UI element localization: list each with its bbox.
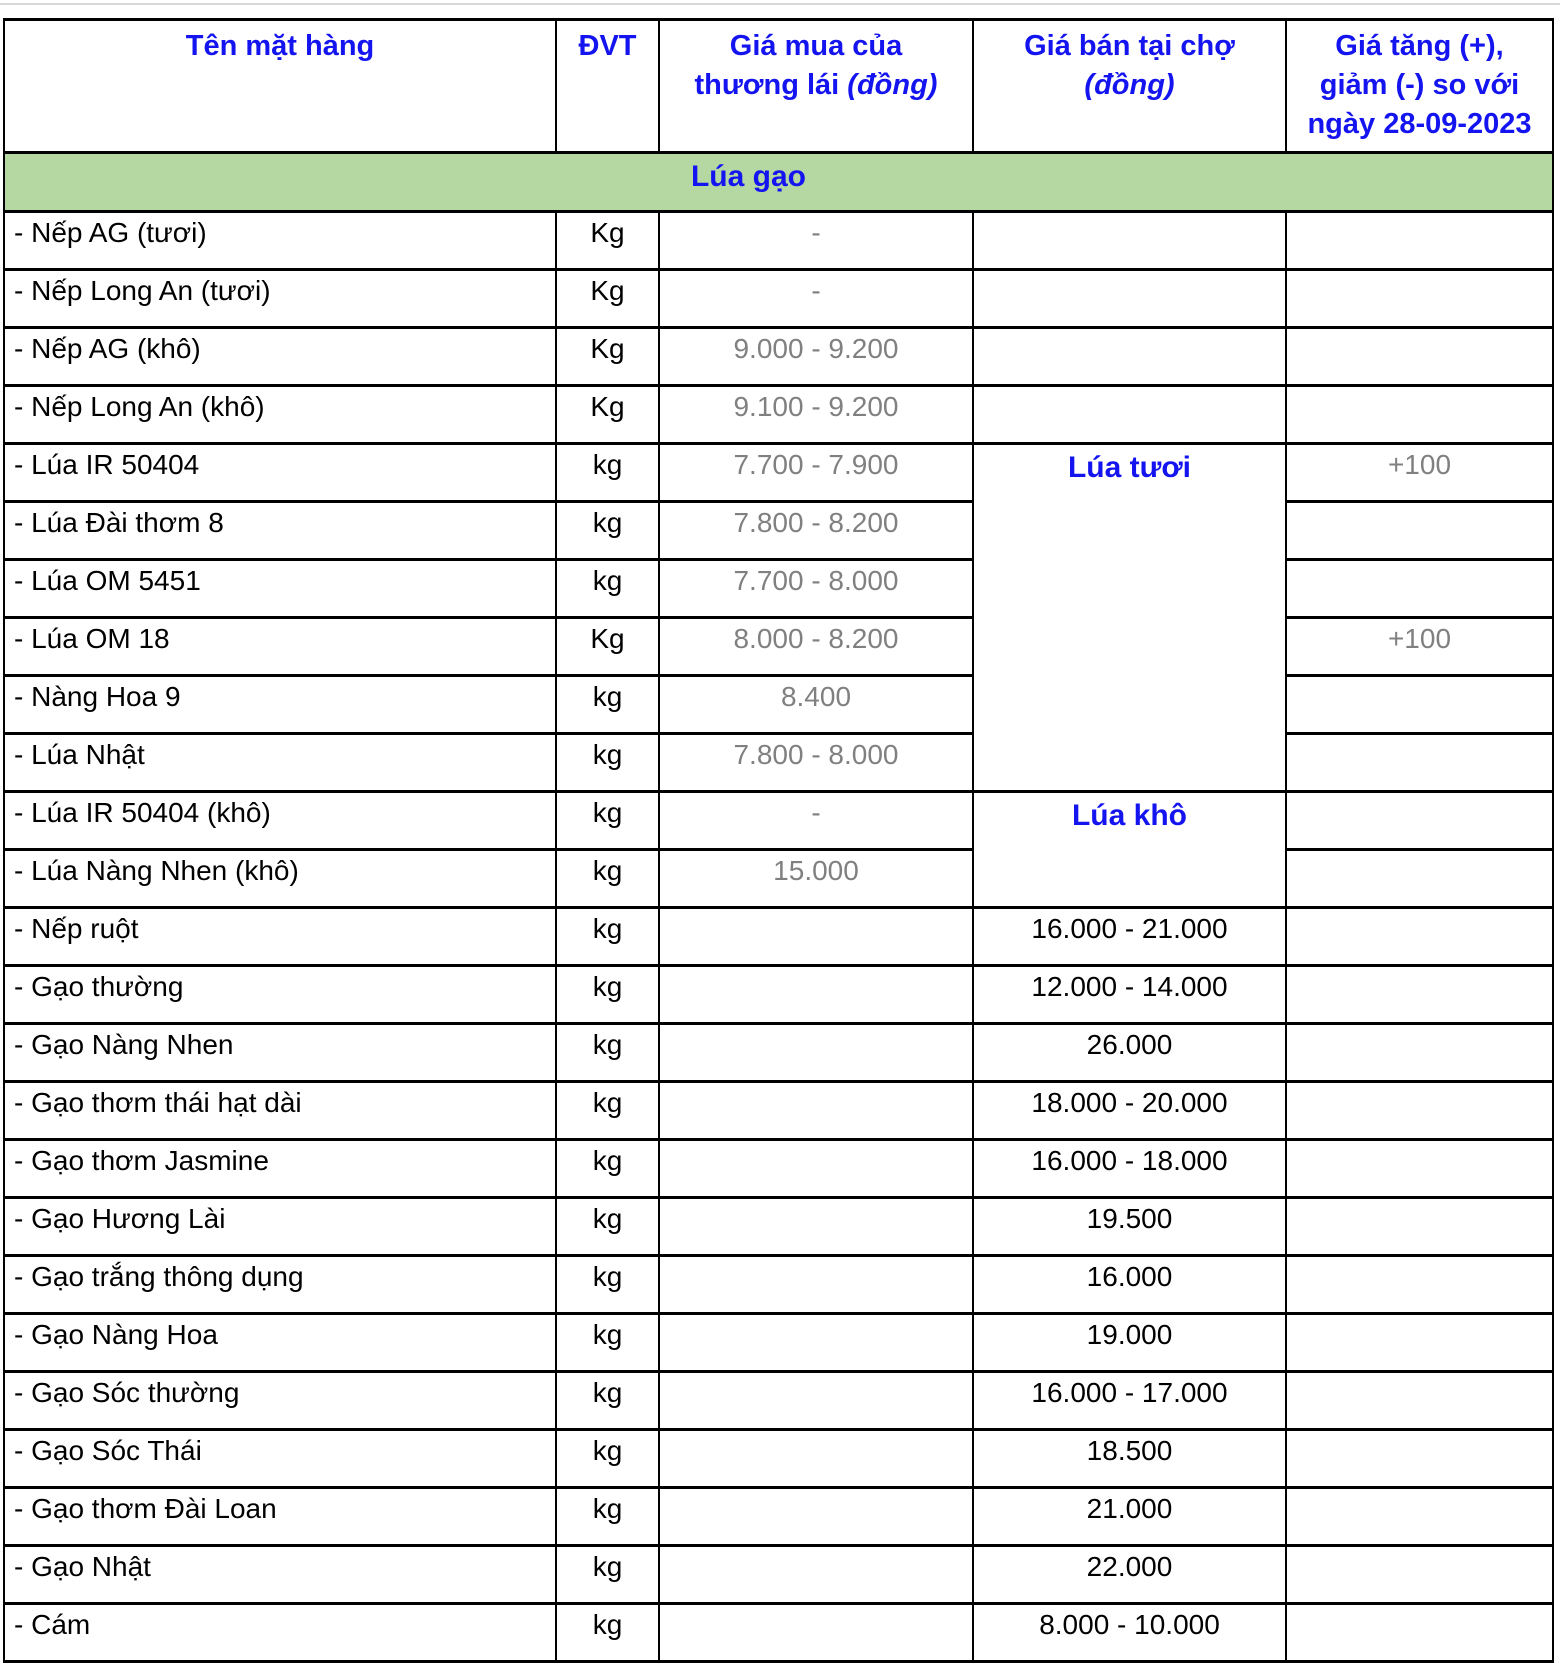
section-title: Lúa gạo xyxy=(4,153,1553,212)
change-cell xyxy=(1286,1198,1553,1256)
change-cell xyxy=(1286,1546,1553,1604)
unit-cell: kg xyxy=(556,676,659,734)
buy-price-cell: 7.700 - 8.000 xyxy=(659,560,973,618)
unit-cell: kg xyxy=(556,1256,659,1314)
buy-price-cell xyxy=(659,1546,973,1604)
buy-price-cell: 7.800 - 8.000 xyxy=(659,734,973,792)
change-cell xyxy=(1286,734,1553,792)
market-price-cell: 26.000 xyxy=(973,1024,1286,1082)
market-price-cell xyxy=(973,212,1286,270)
market-price-cell: 19.000 xyxy=(973,1314,1286,1372)
change-cell xyxy=(1286,850,1553,908)
buy-price-cell xyxy=(659,1488,973,1546)
product-name-cell: - Gạo Sóc thường xyxy=(4,1372,556,1430)
unit-cell: Kg xyxy=(556,386,659,444)
buy-price-cell: - xyxy=(659,212,973,270)
change-cell xyxy=(1286,1488,1553,1546)
table-row xyxy=(4,734,1553,792)
table-row xyxy=(4,908,1553,966)
buy-price-cell xyxy=(659,908,973,966)
table-row xyxy=(4,444,1553,502)
column-header-buy-price xyxy=(659,20,973,153)
market-price-cell: 18.500 xyxy=(973,1430,1286,1488)
market-price-cell: 16.000 - 17.000 xyxy=(973,1372,1286,1430)
product-name-cell: - Gạo Nhật xyxy=(4,1546,556,1604)
table-row xyxy=(4,792,1553,850)
product-name-cell: - Gạo Nàng Nhen xyxy=(4,1024,556,1082)
change-cell xyxy=(1286,1256,1553,1314)
column-header-buy-line2: thương lái (đồng) xyxy=(694,69,938,102)
unit-cell: kg xyxy=(556,1140,659,1198)
table-row xyxy=(4,1198,1553,1256)
unit-cell: kg xyxy=(556,1546,659,1604)
market-price-cell: 21.000 xyxy=(973,1488,1286,1546)
table-row xyxy=(4,270,1553,328)
buy-price-cell xyxy=(659,1082,973,1140)
unit-cell: kg xyxy=(556,734,659,792)
market-price-cell: 8.000 - 10.000 xyxy=(973,1604,1286,1662)
product-name-cell: - Gạo trắng thông dụng xyxy=(4,1256,556,1314)
table-row xyxy=(4,1256,1553,1314)
page-top-divider xyxy=(0,3,1560,5)
change-cell xyxy=(1286,560,1553,618)
table-row xyxy=(4,560,1553,618)
market-price-cell: 16.000 - 18.000 xyxy=(973,1140,1286,1198)
buy-price-cell xyxy=(659,1430,973,1488)
table-row xyxy=(4,328,1553,386)
table-row xyxy=(4,676,1553,734)
buy-price-cell: - xyxy=(659,270,973,328)
buy-price-cell: 7.800 - 8.200 xyxy=(659,502,973,560)
product-name-cell: - Gạo Sóc Thái xyxy=(4,1430,556,1488)
market-price-cell: 16.000 - 21.000 xyxy=(973,908,1286,966)
buy-price-cell xyxy=(659,1314,973,1372)
change-cell xyxy=(1286,386,1553,444)
buy-price-cell: - xyxy=(659,792,973,850)
table-row xyxy=(4,1546,1553,1604)
change-cell xyxy=(1286,1604,1553,1662)
change-cell xyxy=(1286,1372,1553,1430)
unit-cell: kg xyxy=(556,966,659,1024)
change-cell: +100 xyxy=(1286,444,1553,502)
product-name-cell: - Nếp AG (khô) xyxy=(4,328,556,386)
unit-cell: kg xyxy=(556,1604,659,1662)
table-row xyxy=(4,618,1553,676)
header-row xyxy=(4,20,1553,153)
product-name-cell: - Nếp ruột xyxy=(4,908,556,966)
table-row xyxy=(4,1372,1553,1430)
product-name-cell: - Lúa IR 50404 xyxy=(4,444,556,502)
unit-cell: kg xyxy=(556,560,659,618)
currency-note: (đồng) xyxy=(847,69,938,102)
buy-price-cell xyxy=(659,966,973,1024)
buy-price-cell: 9.100 - 9.200 xyxy=(659,386,973,444)
market-price-cell xyxy=(973,328,1286,386)
change-cell xyxy=(1286,1082,1553,1140)
unit-cell: Kg xyxy=(556,212,659,270)
table-row xyxy=(4,1604,1553,1662)
buy-price-cell xyxy=(659,1198,973,1256)
change-cell xyxy=(1286,676,1553,734)
product-name-cell: - Lúa OM 18 xyxy=(4,618,556,676)
product-name-cell: - Lúa IR 50404 (khô) xyxy=(4,792,556,850)
change-cell xyxy=(1286,212,1553,270)
market-price-cell: 12.000 - 14.000 xyxy=(973,966,1286,1024)
unit-cell: kg xyxy=(556,502,659,560)
change-cell: +100 xyxy=(1286,618,1553,676)
unit-cell: kg xyxy=(556,792,659,850)
unit-cell: kg xyxy=(556,1372,659,1430)
table-row xyxy=(4,1430,1553,1488)
column-header-buy-line1: Giá mua của xyxy=(729,30,903,62)
buy-price-cell xyxy=(659,1256,973,1314)
product-name-cell: - Lúa OM 5451 xyxy=(4,560,556,618)
table-row xyxy=(4,1082,1553,1140)
change-cell xyxy=(1286,270,1553,328)
unit-cell: kg xyxy=(556,908,659,966)
table-row xyxy=(4,1314,1553,1372)
buy-price-cell: 9.000 - 9.200 xyxy=(659,328,973,386)
product-name-cell: - Gạo thơm Đài Loan xyxy=(4,1488,556,1546)
table-row xyxy=(4,212,1553,270)
change-cell xyxy=(1286,792,1553,850)
buy-price-cell: 7.700 - 7.900 xyxy=(659,444,973,502)
change-cell xyxy=(1286,1024,1553,1082)
price-group-cell: Lúa tươi xyxy=(973,444,1286,792)
product-name-cell: - Gạo thơm Jasmine xyxy=(4,1140,556,1198)
unit-cell: kg xyxy=(556,444,659,502)
market-price-cell: 18.000 - 20.000 xyxy=(973,1082,1286,1140)
table-row xyxy=(4,966,1553,1024)
change-cell xyxy=(1286,966,1553,1024)
unit-cell: kg xyxy=(556,1024,659,1082)
product-name-cell: - Nếp Long An (khô) xyxy=(4,386,556,444)
unit-cell: kg xyxy=(556,1430,659,1488)
change-cell xyxy=(1286,328,1553,386)
product-name-cell: - Cám xyxy=(4,1604,556,1662)
table-row xyxy=(4,502,1553,560)
section-header-row xyxy=(4,153,1553,212)
price-table xyxy=(3,18,1554,1663)
table-body xyxy=(4,212,1553,1662)
table-row xyxy=(4,1140,1553,1198)
product-name-cell: - Gạo thơm thái hạt dài xyxy=(4,1082,556,1140)
unit-cell: kg xyxy=(556,1314,659,1372)
buy-price-cell: 8.000 - 8.200 xyxy=(659,618,973,676)
unit-cell: Kg xyxy=(556,618,659,676)
unit-cell: kg xyxy=(556,1082,659,1140)
product-name-cell: - Gạo Hương Lài xyxy=(4,1198,556,1256)
buy-price-cell xyxy=(659,1604,973,1662)
change-cell xyxy=(1286,1314,1553,1372)
table-row xyxy=(4,1488,1553,1546)
column-header-market-price xyxy=(973,20,1286,153)
unit-cell: Kg xyxy=(556,328,659,386)
unit-cell: kg xyxy=(556,850,659,908)
change-cell xyxy=(1286,1140,1553,1198)
change-cell xyxy=(1286,1430,1553,1488)
table-row xyxy=(4,850,1553,908)
buy-price-cell: 15.000 xyxy=(659,850,973,908)
unit-cell: kg xyxy=(556,1198,659,1256)
buy-price-cell: 8.400 xyxy=(659,676,973,734)
product-name-cell: - Lúa Nhật xyxy=(4,734,556,792)
product-name-cell: - Lúa Nàng Nhen (khô) xyxy=(4,850,556,908)
product-name-cell: - Gạo Nàng Hoa xyxy=(4,1314,556,1372)
currency-note: (đồng) xyxy=(1084,69,1175,102)
change-cell xyxy=(1286,502,1553,560)
product-name-cell: - Lúa Đài thơm 8 xyxy=(4,502,556,560)
market-price-cell: 22.000 xyxy=(973,1546,1286,1604)
change-cell xyxy=(1286,908,1553,966)
column-header-unit: ĐVT xyxy=(556,20,659,153)
table-row xyxy=(4,1024,1553,1082)
product-name-cell: - Nàng Hoa 9 xyxy=(4,676,556,734)
buy-price-cell xyxy=(659,1024,973,1082)
price-group-cell: Lúa khô xyxy=(973,792,1286,908)
market-price-cell: 19.500 xyxy=(973,1198,1286,1256)
unit-cell: Kg xyxy=(556,270,659,328)
product-name-cell: - Nếp Long An (tươi) xyxy=(4,270,556,328)
column-header-market-line1: Giá bán tại chợ xyxy=(1024,30,1235,62)
market-price-cell xyxy=(973,270,1286,328)
unit-cell: kg xyxy=(556,1488,659,1546)
product-name-cell: - Nếp AG (tươi) xyxy=(4,212,556,270)
column-header-product: Tên mặt hàng xyxy=(4,20,556,153)
buy-price-cell xyxy=(659,1140,973,1198)
column-header-change: Giá tăng (+), giảm (-) so với ngày 28-09-2023 xyxy=(1286,20,1553,153)
buy-price-cell xyxy=(659,1372,973,1430)
table-row xyxy=(4,386,1553,444)
market-price-cell: 16.000 xyxy=(973,1256,1286,1314)
product-name-cell: - Gạo thường xyxy=(4,966,556,1024)
market-price-cell xyxy=(973,386,1286,444)
